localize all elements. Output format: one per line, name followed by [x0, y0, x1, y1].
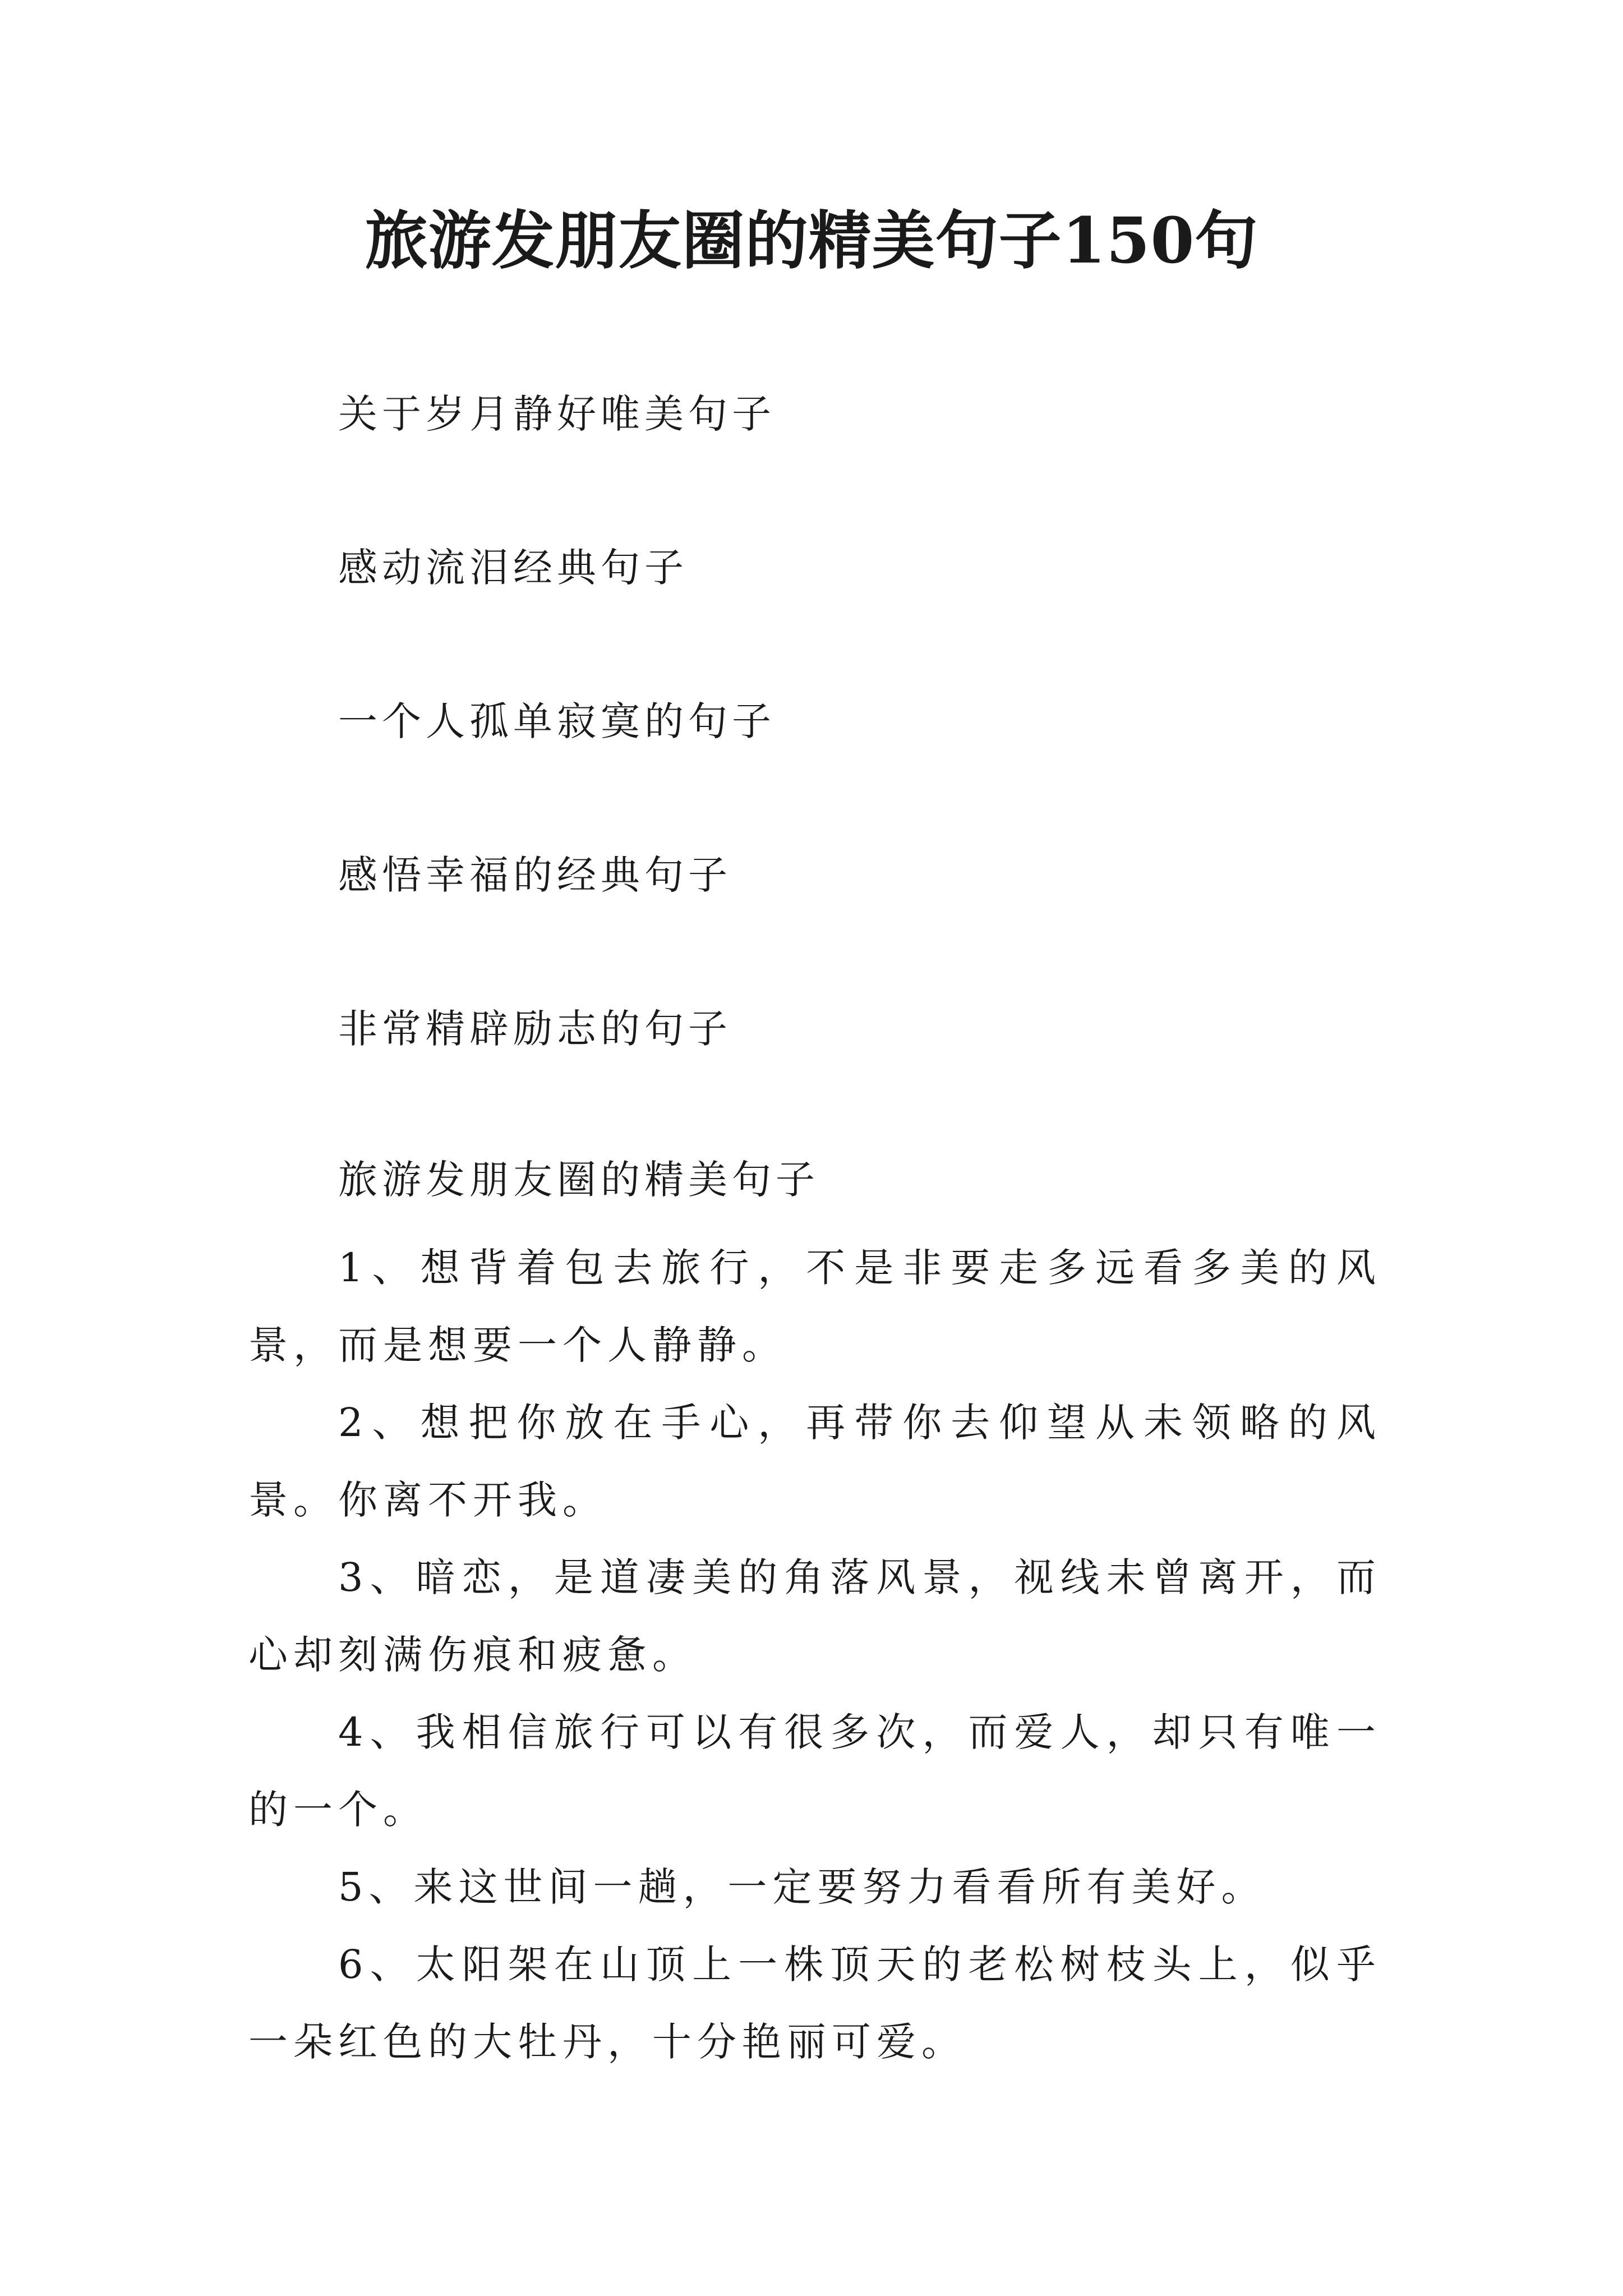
sentence-item-4: 4、我相信旅行可以有很多次，而爱人，却只有唯一的一个。 — [248, 1709, 1381, 1833]
sentence-item-1: 1、想背着包去旅行，不是非要走多远看多美的风景，而是想要一个人静静。 — [248, 1245, 1381, 1368]
page-title: 旅游发朋友圈的精美句子150句 — [365, 204, 1258, 278]
section-heading: 旅游发朋友圈的精美句子 — [338, 1157, 819, 1203]
sentence-item-6: 6、太阳架在山顶上一株顶天的老松树枝头上，似乎一朵红色的大牡丹，十分艳丽可爱。 — [248, 1941, 1381, 2065]
related-link-2[interactable]: 感动流泪经典句子 — [338, 545, 688, 591]
sentence-item-3: 3、暗恋，是道凄美的角落风景，视线未曾离开，而心却刻满伤痕和疲惫。 — [248, 1554, 1381, 1678]
related-link-4[interactable]: 感悟幸福的经典句子 — [338, 852, 732, 898]
related-link-1[interactable]: 关于岁月静好唯美句子 — [338, 391, 776, 437]
related-links-list — [338, 386, 776, 1154]
article-body — [248, 1152, 1381, 2081]
related-link-5[interactable]: 非常精辟励志的句子 — [338, 1006, 732, 1052]
sentence-item-5: 5、来这世间一趟，一定要努力看看所有美好。 — [338, 1864, 1266, 1910]
sentence-item-2: 2、想把你放在手心，再带你去仰望从未领略的风景。你离不开我。 — [248, 1400, 1381, 1523]
related-link-3[interactable]: 一个人孤单寂寞的句子 — [338, 698, 776, 744]
